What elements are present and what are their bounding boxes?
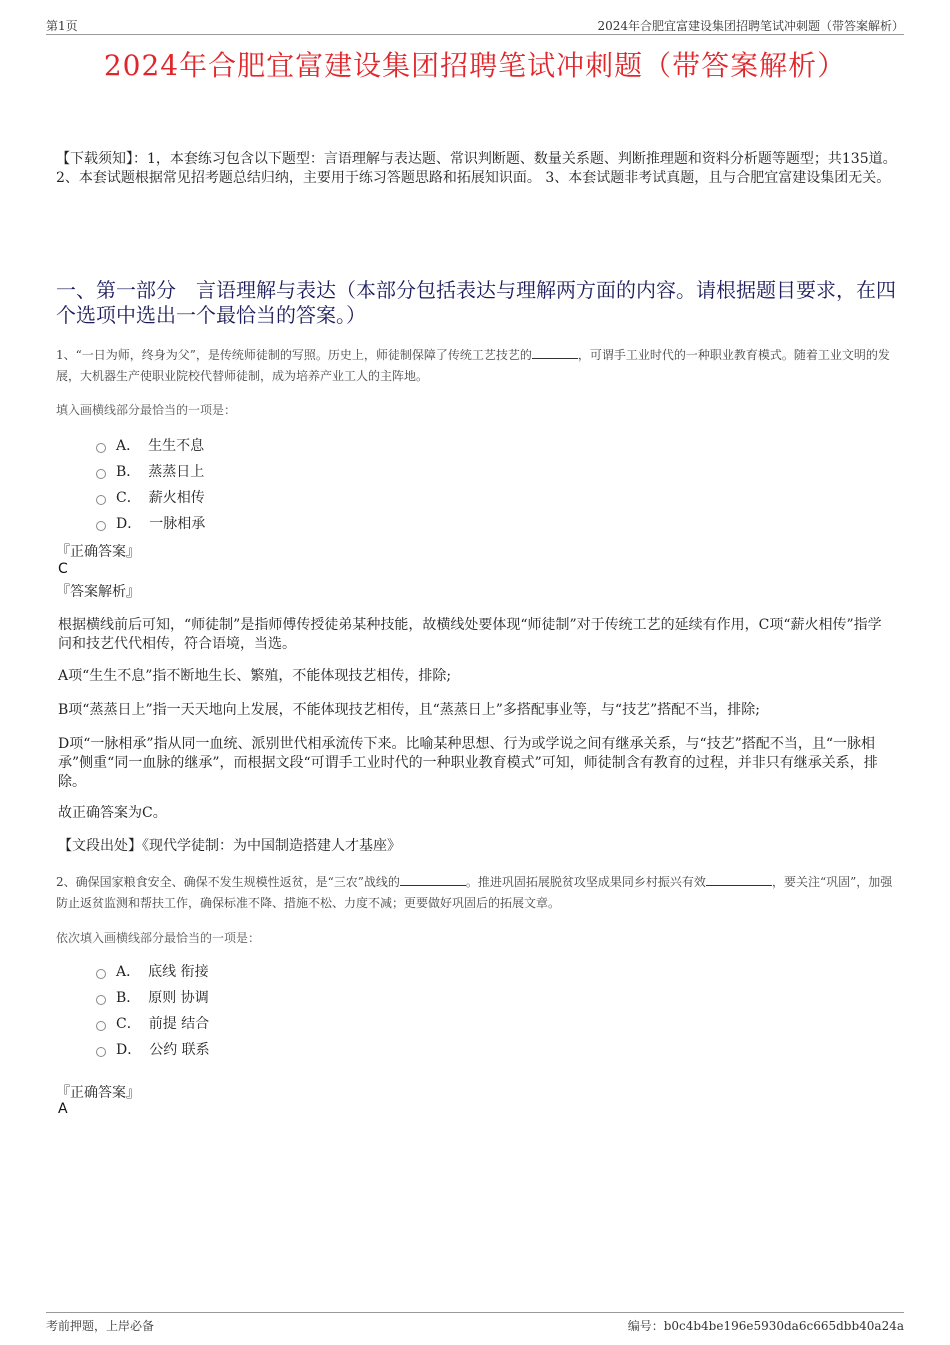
download-notice: 【下载须知】：1，本套练习包含以下题型：言语理解与表达题、常识判断题、数量关系题、判断推理题和资料分析题等题型；共135道。 2、本套试题根据常见招考题总结归纳，主要用于练习答题思路和拓展知识面。 3、本套试题非考试真题，且与合肥宜富建设集团无关。 [56, 151, 897, 186]
analysis-paragraph: B项“蒸蒸日上”指一天天地向上发展，不能体现技艺相传，且“蒸蒸日上”多搭配事业等，与“技艺”搭配不当，排除; [58, 702, 760, 718]
question-2-text: 2、确保国家粮食安全、确保不发生规模性返贫，是“三农”战线的 。推进巩固拓展脱贫攻坚成果同乡村振兴有效 ，要关注“巩固”，加强防止返贫监测和帮扶工作，确保标准不降、措施不松、力度不减；更要做好巩固后的拓展文章。 [56, 875, 893, 910]
question-1-text: 1、“一日为师，终身为父”，是传统师徒制的写照。历史上，师徒制保障了传统工艺技艺的 ，可谓手工业时代的一种职业教育模式。随着工业文明的发展，大机器生产使职业院校代替师徒制，成为培养产业工人的主阵地。 [56, 348, 890, 383]
radio-icon[interactable] [96, 443, 106, 453]
document-title: 2024年合肥宜富建设集团招聘笔试冲刺题（带答案解析） [103, 49, 847, 82]
analysis-conclusion: 故正确答案为C。 [58, 805, 167, 821]
section-title: 一、第一部分 言语理解与表达（本部分包括表达与理解两方面的内容。请根据题目要求，在四个选项中选出一个最恰当的答案。） [56, 278, 896, 327]
answer-blank [706, 873, 772, 886]
radio-icon[interactable] [96, 1047, 106, 1057]
footer-slogan: 考前押题，上岸必备 [46, 1319, 155, 1333]
question-1-prompt: 填入画横线部分最恰当的一项是： [56, 403, 237, 417]
option-b[interactable]: B． 原则 协调 [96, 984, 210, 1010]
header-doc-title: 2024年合肥宜富建设集团招聘笔试冲刺题（带答案解析） [597, 19, 904, 33]
document-id: 编号：b0c4b4be196e5930da6c665dbb40a24a [627, 1319, 904, 1333]
radio-icon[interactable] [96, 1021, 106, 1031]
option-d[interactable]: D． 公约 联系 [96, 1036, 210, 1062]
question-2-prompt: 依次填入画横线部分最恰当的一项是： [56, 931, 261, 945]
analysis-paragraph: A项“生生不息”指不断地生长、繁殖，不能体现技艺相传，排除; [58, 668, 452, 684]
option-d[interactable]: D． 一脉相承 [96, 510, 205, 536]
radio-icon[interactable] [96, 469, 106, 479]
text-source: 【文段出处】《现代学徒制：为中国制造搭建人才基座》 [58, 838, 401, 854]
question-2-options [96, 958, 210, 1062]
correct-answer: C [58, 561, 68, 577]
analysis-label: 『答案解析』 [56, 584, 140, 600]
answer-blank [532, 346, 578, 359]
option-b[interactable]: B． 蒸蒸日上 [96, 458, 205, 484]
answer-label: 『正确答案』 [56, 1085, 140, 1101]
page-header [46, 14, 904, 35]
radio-icon[interactable] [96, 969, 106, 979]
radio-icon[interactable] [96, 495, 106, 505]
option-a[interactable]: A． 生生不息 [96, 432, 205, 458]
correct-answer: A [58, 1101, 68, 1117]
radio-icon[interactable] [96, 995, 106, 1005]
option-c[interactable]: C． 薪火相传 [96, 484, 205, 510]
analysis-paragraph: D项“一脉相承”指从同一血统、派别世代相承流传下来。比喻某种思想、行为或学说之间有继承关系，与“技艺”搭配不当，且“一脉相承”侧重“同一血脉的继承”，而根据文段“可谓手工业时代的一种职业教育模式”可知，师徒制含有教育的过程，并非只有继承关系，排除。 [58, 736, 878, 790]
answer-blank [400, 873, 466, 886]
option-a[interactable]: A． 底线 衔接 [96, 958, 210, 984]
analysis-paragraph: 根据横线前后可知，“师徒制”是指师傅传授徒弟某种技能，故横线处要体现“师徒制”对于传统工艺的延续有作用，C项“薪火相传”指学问和技艺代代相传，符合语境，当选。 [58, 617, 882, 652]
question-1-options [96, 432, 205, 536]
answer-label: 『正确答案』 [56, 544, 140, 560]
radio-icon[interactable] [96, 521, 106, 531]
page-number: 第1页 [46, 19, 78, 33]
page-footer [46, 1312, 904, 1335]
option-c[interactable]: C． 前提 结合 [96, 1010, 210, 1036]
